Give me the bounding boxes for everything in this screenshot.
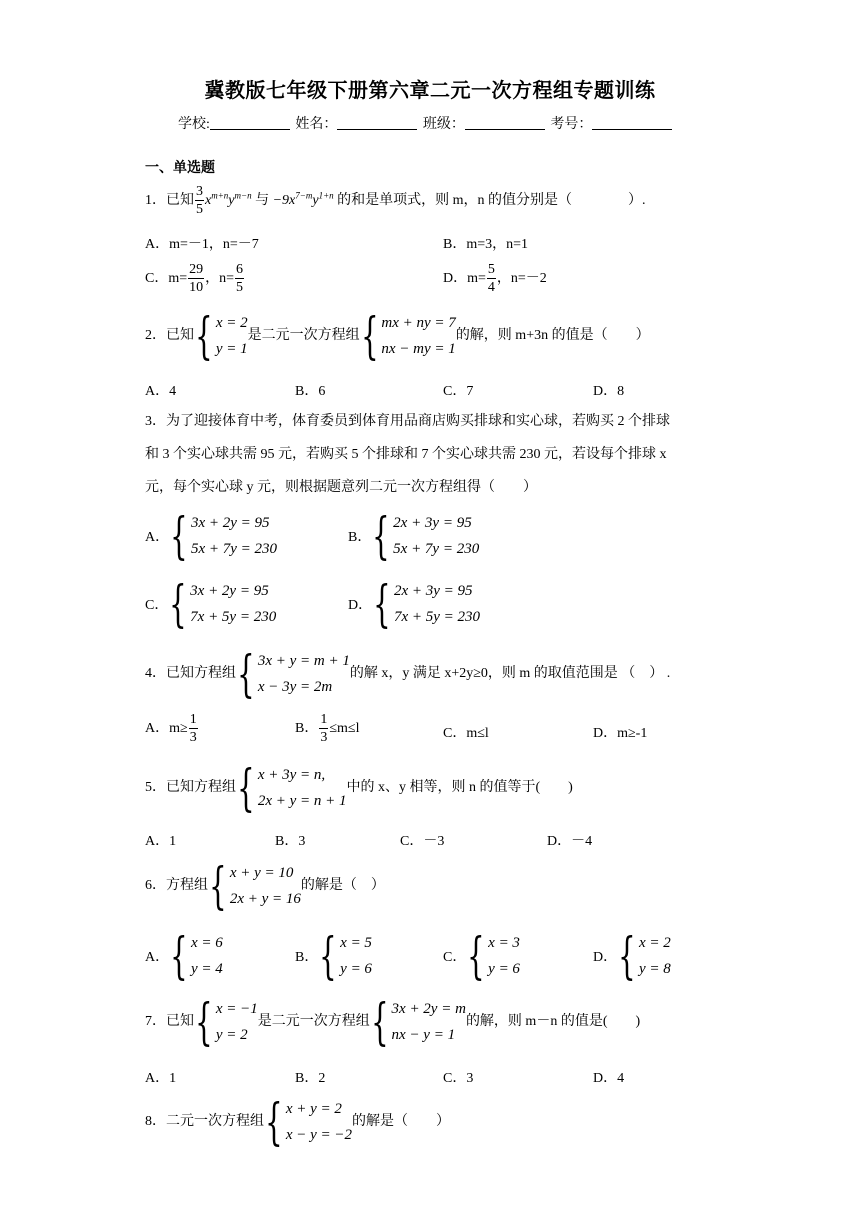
q2-option-a[interactable]: A．4 [145,384,177,399]
equation-line: y = 4 [190,961,223,977]
q1-text: 1．已知 [145,193,194,209]
equation-line: x + y = 2 [285,1101,342,1117]
name-blank[interactable] [337,115,417,130]
equation-line: 2x + y = n + 1 [257,793,347,809]
q5-option-b[interactable]: B．3 [275,834,306,849]
q5-option-a[interactable]: A．1 [145,834,177,849]
equation-lines [258,648,350,700]
q1-option-b[interactable]: B．m=3，n=1 [443,237,529,252]
q4-option-d[interactable]: D．m≥-1 [593,726,648,741]
q4-option-b[interactable]: B． $\frac{1}{3}$ ≤m≤l [295,712,360,746]
equation-line: mx + ny = 7 [381,315,456,331]
equation-line: x = −1 [215,1001,258,1017]
q2-option-b[interactable]: B．6 [295,384,326,399]
equation-lines [286,1096,352,1148]
equation-line: x − 3y = 2m [257,679,333,695]
equation-line: x + y = 10 [229,865,294,881]
question-7: 7．已知 { x = −1 y = 2 是二元一次方程组 { 3x + 2y = m nx − y = 1 的解，则 m－n 的值是( ) [145,993,641,1051]
question-1: 1．已知 $\frac{3}{5}$ $x^{m+n}y^{m-n}$ 与 $-9x^{7-m}y^{1+n}$ 的和是单项式，则 m，n 的值分别是（ ）. [145,184,646,218]
name-label: 姓名： [295,117,338,132]
equation-line: x + 3y = n, [257,767,326,783]
school-blank[interactable] [210,115,290,130]
equation-line: x = 5 [340,935,372,951]
section-heading: 一、单选题 [145,161,215,176]
equation-line: 7x + 5y = 230 [190,609,277,625]
question-8: 8．二元一次方程组 { x + y = 2 x − y = −2 的解是（ ） [145,1093,450,1151]
question-4: 4．已知方程组 { 3x + y = m + 1 x − 3y = 2m 的解 x，y 满足 x+2y≥0，则 m 的取值范围是 （ ） . [145,645,671,703]
question-6: 6．方程组 { x + y = 10 2x + y = 16 的解是（ ） [145,857,385,915]
question-2: 2．已知 { x = 2 y = 1 是二元一次方程组 { mx + ny = 7 nx − my = 1 的解，则 m+3n 的值是（ ） [145,307,650,365]
equation-line: 3x + y = m + 1 [257,653,350,669]
q3-option-d[interactable]: D． { 2x + 3y = 95 7x + 5y = 230 [348,575,480,633]
question-5: 5．已知方程组 { x + 3y = n, 2x + y = n + 1 中的 x、y 相等，则 n 的值等于( ) [145,759,573,817]
q2-solution-system: { x = 2 y = 1 [195,307,248,365]
exam-blank[interactable] [592,115,672,130]
equation-line: x = 2 [215,315,248,331]
q3-option-b[interactable]: B． { 2x + 3y = 95 5x + 7y = 230 [348,507,480,565]
q7-option-c[interactable]: C．3 [443,1071,474,1086]
q3-option-a[interactable]: A． { 3x + 2y = 95 5x + 7y = 230 [145,507,277,565]
q7-option-b[interactable]: B．2 [295,1071,326,1086]
equation-lines [393,510,479,562]
q7-option-a[interactable]: A．1 [145,1071,177,1086]
equation-lines [216,310,248,362]
equation-line: 3x + 2y = m [391,1001,466,1017]
exam-label: 考号： [550,117,593,132]
equation-lines [392,996,466,1048]
equation-line: 3x + 2y = 95 [190,583,269,599]
equation-line: y = 6 [488,961,520,977]
question-3-line-1: 3．为了迎接体育中考，体育委员到体育用品商店购买排球和实心球，若购买 2 个排球 [145,414,670,429]
school-label: 学校: [178,117,210,132]
equation-line: nx − y = 1 [391,1027,456,1043]
equation-lines [216,996,258,1048]
question-3-line-3: 元，每个实心球 y 元，则根据题意列二元一次方程组得（ ） [145,480,537,495]
equation-line: 3x + 2y = 95 [190,515,270,531]
equation-lines [190,578,276,630]
q6-option-d[interactable]: D． { x = 2 y = 8 [593,927,671,985]
page-title: 冀教版七年级下册第六章二元一次方程组专题训练 [204,80,656,102]
q1-option-a[interactable]: A．m=－1，n=－7 [145,237,259,252]
equation-line: x − y = −2 [285,1127,352,1143]
q4-option-c[interactable]: C．m≤l [443,726,489,741]
q6-option-b[interactable]: B． { x = 5 y = 6 [295,927,372,985]
equation-line: 2x + 3y = 95 [393,583,473,599]
q2-option-d[interactable]: D．8 [593,384,625,399]
q6-option-a[interactable]: A． { x = 6 y = 4 [145,927,223,985]
equation-line: nx − my = 1 [381,341,456,357]
q6-option-c[interactable]: C． { x = 3 y = 6 [443,927,520,985]
q1-option-c[interactable]: C．m= $\frac{29}{10}$ ，n= $\frac{6}{5}$ [145,262,244,296]
equation-line: 7x + 5y = 230 [393,609,480,625]
equation-line: x = 2 [638,935,671,951]
equation-line: y = 6 [340,961,372,977]
equation-line: x = 3 [488,935,520,951]
equation-lines [191,930,223,982]
class-blank[interactable] [465,115,545,130]
q2-option-c[interactable]: C．7 [443,384,474,399]
equation-line: y = 1 [215,341,248,357]
q5-option-c[interactable]: C．－3 [400,834,445,849]
q3-option-c[interactable]: C． { 3x + 2y = 95 7x + 5y = 230 [145,575,277,633]
equation-lines [381,310,455,362]
equation-line: 2x + 3y = 95 [393,515,472,531]
question-3-line-2: 和 3 个实心球共需 95 元，若购买 5 个排球和 7 个实心球共需 230 元，若设每个排球 x [145,447,667,462]
q7-option-d[interactable]: D．4 [593,1071,625,1086]
equation-line: y = 2 [215,1027,248,1043]
equation-lines [230,860,301,912]
equation-lines [258,762,347,814]
equation-lines [639,930,671,982]
equation-line: 5x + 7y = 230 [190,541,277,557]
equation-lines [191,510,277,562]
q2-equation-system: { mx + ny = 7 nx − my = 1 [360,307,456,365]
equation-lines [488,930,520,982]
equation-lines [340,930,372,982]
equation-line: 5x + 7y = 230 [393,541,480,557]
equation-line: y = 8 [638,961,671,977]
q1-fraction: $\frac{3}{5}$ [196,184,203,218]
class-label: 班级： [422,117,465,132]
q1-option-d[interactable]: D．m= $\frac{5}{4}$ ，n=－2 [443,262,547,296]
equation-line: 2x + y = 16 [229,891,301,907]
equation-line: x = 6 [190,935,223,951]
q4-option-a[interactable]: A．m≥ $\frac{1}{3}$ [145,712,197,746]
student-info [178,113,674,133]
q5-option-d[interactable]: D．－4 [547,834,593,849]
equation-lines [394,578,480,630]
